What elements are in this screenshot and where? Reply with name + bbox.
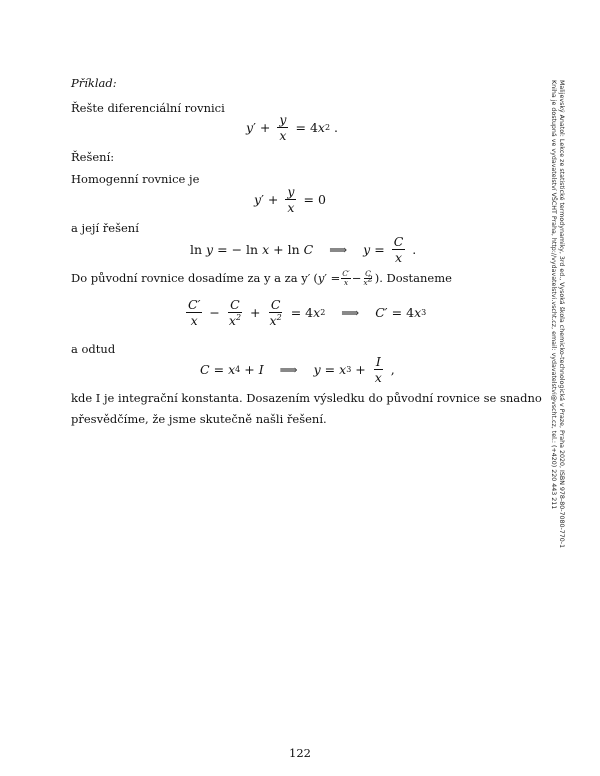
page-number: 122 bbox=[289, 746, 311, 760]
task-text: Řešte diferenciální rovnici bbox=[71, 101, 225, 115]
conclusion-line-2: přesvědčíme, že jsme skutečně našli řešení. bbox=[71, 412, 327, 426]
solution-label: Řešení: bbox=[71, 150, 115, 164]
substitution-close: . Dostaneme bbox=[379, 271, 452, 285]
sidebar-line-2: Kniha je dostupná ve vydavatelství VŠCHT Praha, http://vydavatelstvi.vscht.cz, email: vydavatelstvi@vscht.cz, tel.: (+420) 220 443 211 bbox=[550, 80, 557, 510]
equation-original: y ′ + $\frac{y}{x}$ = 4 x 2 . bbox=[246, 112, 338, 144]
copyright-sidebar bbox=[549, 80, 565, 548]
sidebar-line-1: Malijevský Anatol: Lekce ze statistické termodynamiky, 3rd ed., Vysoká škola chemicko-technologická v Praze, Praha 2020, ISBN 978-80-7080-770-1 bbox=[558, 80, 565, 549]
and-from-it-text: a odtud bbox=[71, 342, 116, 356]
homogeneous-intro: Homogenní rovnice je bbox=[71, 172, 200, 186]
substitution-text: Do původní rovnice dosadíme za y a za y′ bbox=[71, 271, 311, 285]
equation-homogeneous-solution: ln y = − ln x + ln C ⟹ y = $\frac{C}{x}$ . bbox=[190, 234, 417, 266]
conclusion-line-1: kde I je integrační konstanta. Dosazením výsledku do původní rovnice se snadno bbox=[71, 391, 542, 405]
its-solution-text: a její řešení bbox=[71, 221, 139, 235]
substitution-sentence: Do původní rovnice dosadíme za y a za y′ (y′ = $\frac{C'}{x}$ − $\frac{C}{x^2}$ ) . Dostaneme bbox=[71, 269, 452, 287]
equation-final: C = x 4 + I ⟹ y = x 3 + $\frac{I}{x}$ , bbox=[200, 354, 395, 386]
example-label: Příklad: bbox=[71, 76, 117, 90]
equation-homogeneous: y ′ + $\frac{y}{x}$ = 0 bbox=[254, 184, 326, 216]
equation-substituted: $\frac{C'}{x}$ − $\frac{C}{x^2}$ + $\frac{C}{x^2}$ = 4 x 2 ⟹ C ′ = 4 x 3 bbox=[188, 297, 427, 329]
